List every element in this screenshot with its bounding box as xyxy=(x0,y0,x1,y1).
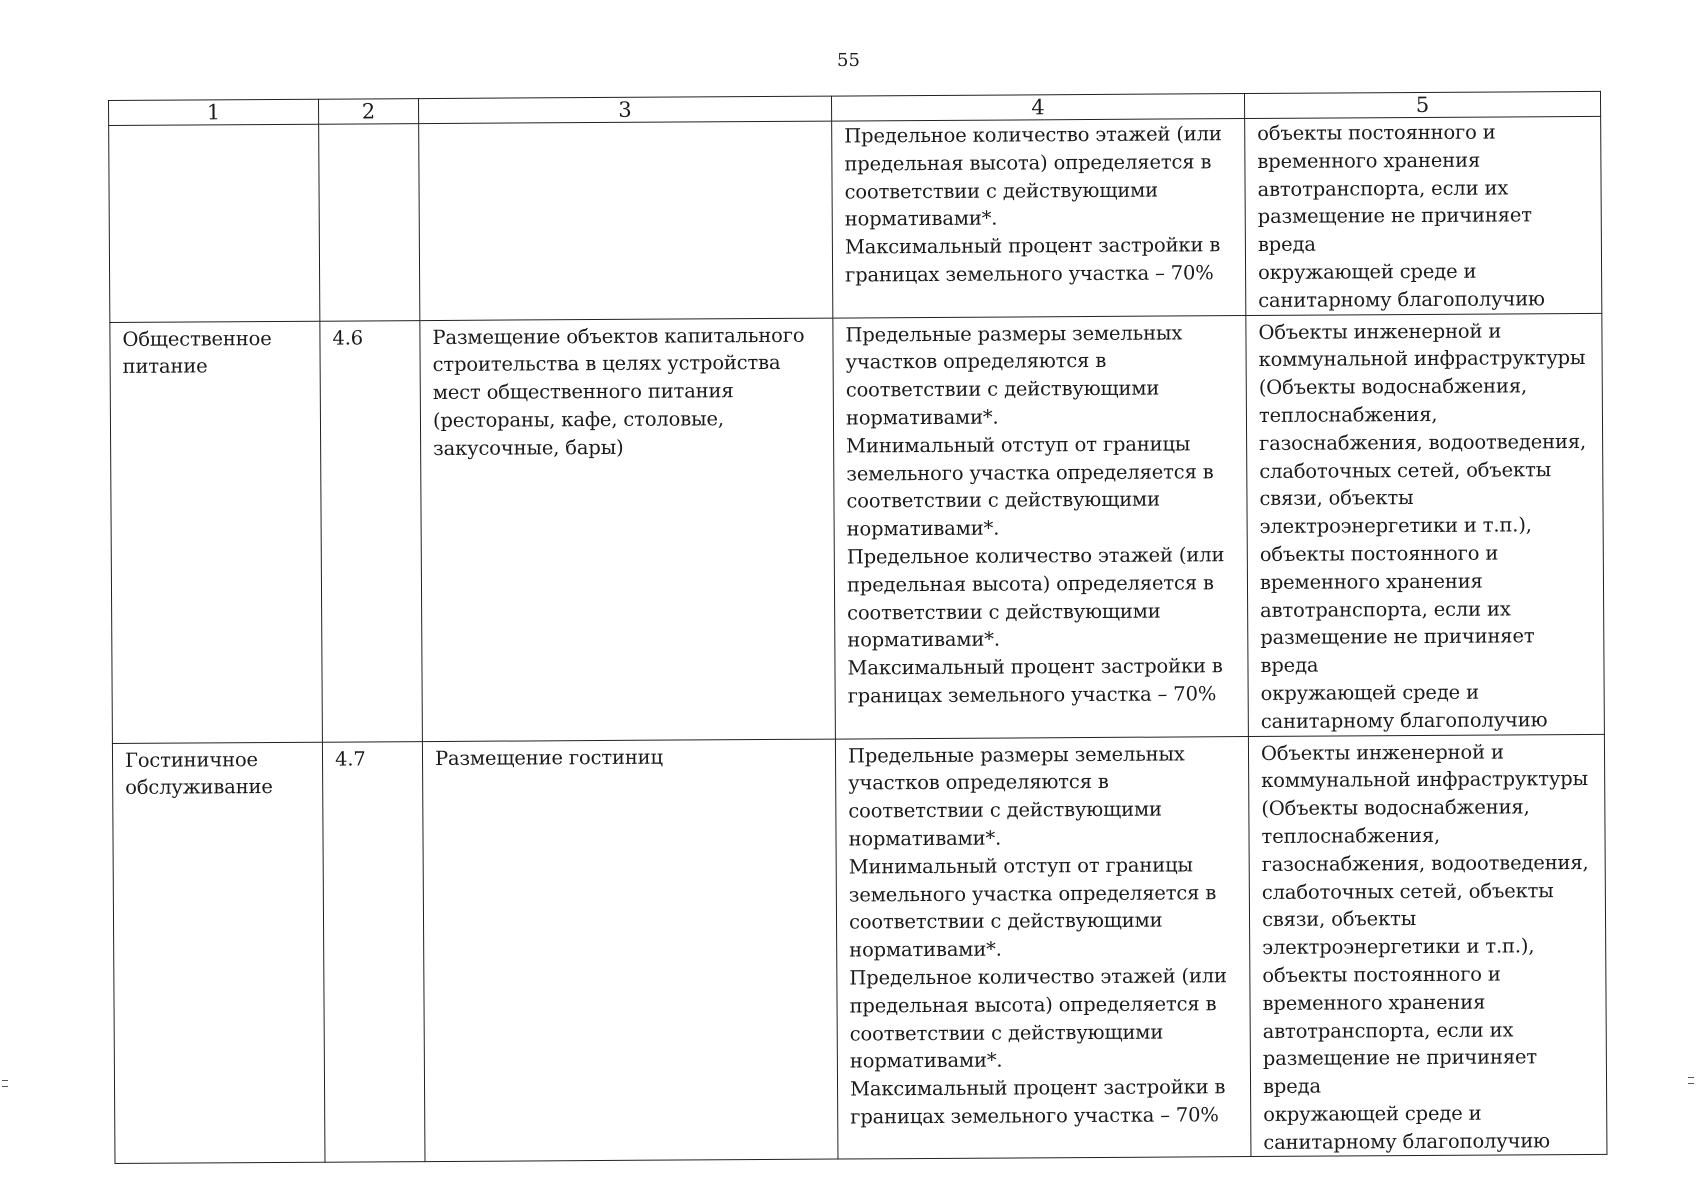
left-scan-mark xyxy=(2,1080,8,1087)
cell-use-type xyxy=(112,742,325,1164)
cell-description xyxy=(420,318,836,741)
use-type-name xyxy=(121,126,306,127)
cell-auxiliary xyxy=(1246,313,1605,736)
building-parameters: Предельные размеры земельных участков определяются в соответствии с действующими нормативами*. Минимальный отступ от границы земельного участка определяется в соответствии с действующими нормативами*. Предельное количество этажей (или предельная высота) определяется в соответствии с действующими нормативами*. Максимальный процент застройки в границах земельного участка – 70% xyxy=(847,741,1227,1129)
cell-auxiliary xyxy=(1245,116,1602,315)
cell-parameters xyxy=(835,736,1251,1159)
building-parameters: Предельное количество этажей (или предельная высота) определяется в соответствии с действующими нормативами*. Максимальный процент застройки в границах земельного участка – 70% xyxy=(844,122,1222,287)
use-type-code: 4.7 xyxy=(334,746,366,771)
header-col-2: 2 xyxy=(318,99,418,125)
land-use-table xyxy=(108,91,1607,1165)
cell-description xyxy=(422,739,838,1162)
use-type-code: 4.6 xyxy=(332,326,364,350)
cell-use-code xyxy=(320,320,423,742)
cell-use-code xyxy=(322,741,425,1163)
header-col-1: 1 xyxy=(109,99,319,125)
use-description xyxy=(431,123,819,125)
auxiliary-uses: объекты постоянного и временного хранения автотранспорта, если их размещение не причиняет вреда окружающей среде и санитарному благополучию xyxy=(1257,120,1545,312)
auxiliary-uses: Объекты инженерной и коммунальной инфраструктуры (Объекты водоснабжения, теплоснабжения, газоснабжения, водоотведения, слаботочных сетей, объекты связи, объекты электроэнергетики и т.п.), объекты постоянного и временного хранения автотранспорта, если их размещение не причиняет вреда окружающей среде и санитарному благополучию xyxy=(1260,740,1589,1154)
cell-parameters xyxy=(832,119,1246,318)
header-col-5: 5 xyxy=(1244,91,1600,118)
use-description: Размещение объектов капитального строительства в целях устройства мест общественного питания (рестораны, кафе, столовые, закусочные, бары) xyxy=(432,323,805,460)
page-number: 55 xyxy=(837,50,860,71)
cell-description xyxy=(419,121,833,320)
table-row xyxy=(112,734,1607,1164)
cell-use-type xyxy=(109,124,320,322)
right-scan-mark xyxy=(1688,1077,1694,1084)
building-parameters: Предельные размеры земельных участков определяются в соответствии с действующими нормативами*. Минимальный отступ от границы земельного участка определяется в соответствии с действующими нормативами*. Предельное количество этажей (или предельная высота) определяется в соответствии с действующими нормативами*. Максимальный процент застройки в границах земельного участка – 70% xyxy=(845,321,1225,708)
cell-parameters xyxy=(833,315,1249,738)
use-type-name: Общественное питание xyxy=(122,326,272,379)
cell-use-code xyxy=(319,124,420,321)
auxiliary-uses: Объекты инженерной и коммунальной инфраструктуры (Объекты водоснабжения, теплоснабжения, газоснабжения, водоотведения, слаботочных сетей, объекты связи, объекты электроэнергетики и т.п.), объекты постоянного и временного хранения автотранспорта, если их размещение не причиняет вреда окружающей среде и санитарному благополучию xyxy=(1258,319,1587,733)
cell-use-type xyxy=(110,321,323,743)
cell-auxiliary xyxy=(1248,734,1607,1157)
use-type-name: Гостиничное обслуживание xyxy=(124,747,273,800)
table-row xyxy=(110,313,1605,743)
table-row xyxy=(109,116,1602,322)
header-col-3: 3 xyxy=(418,96,831,124)
header-col-4: 4 xyxy=(831,94,1244,122)
use-description: Размещение гостиниц xyxy=(434,745,663,770)
